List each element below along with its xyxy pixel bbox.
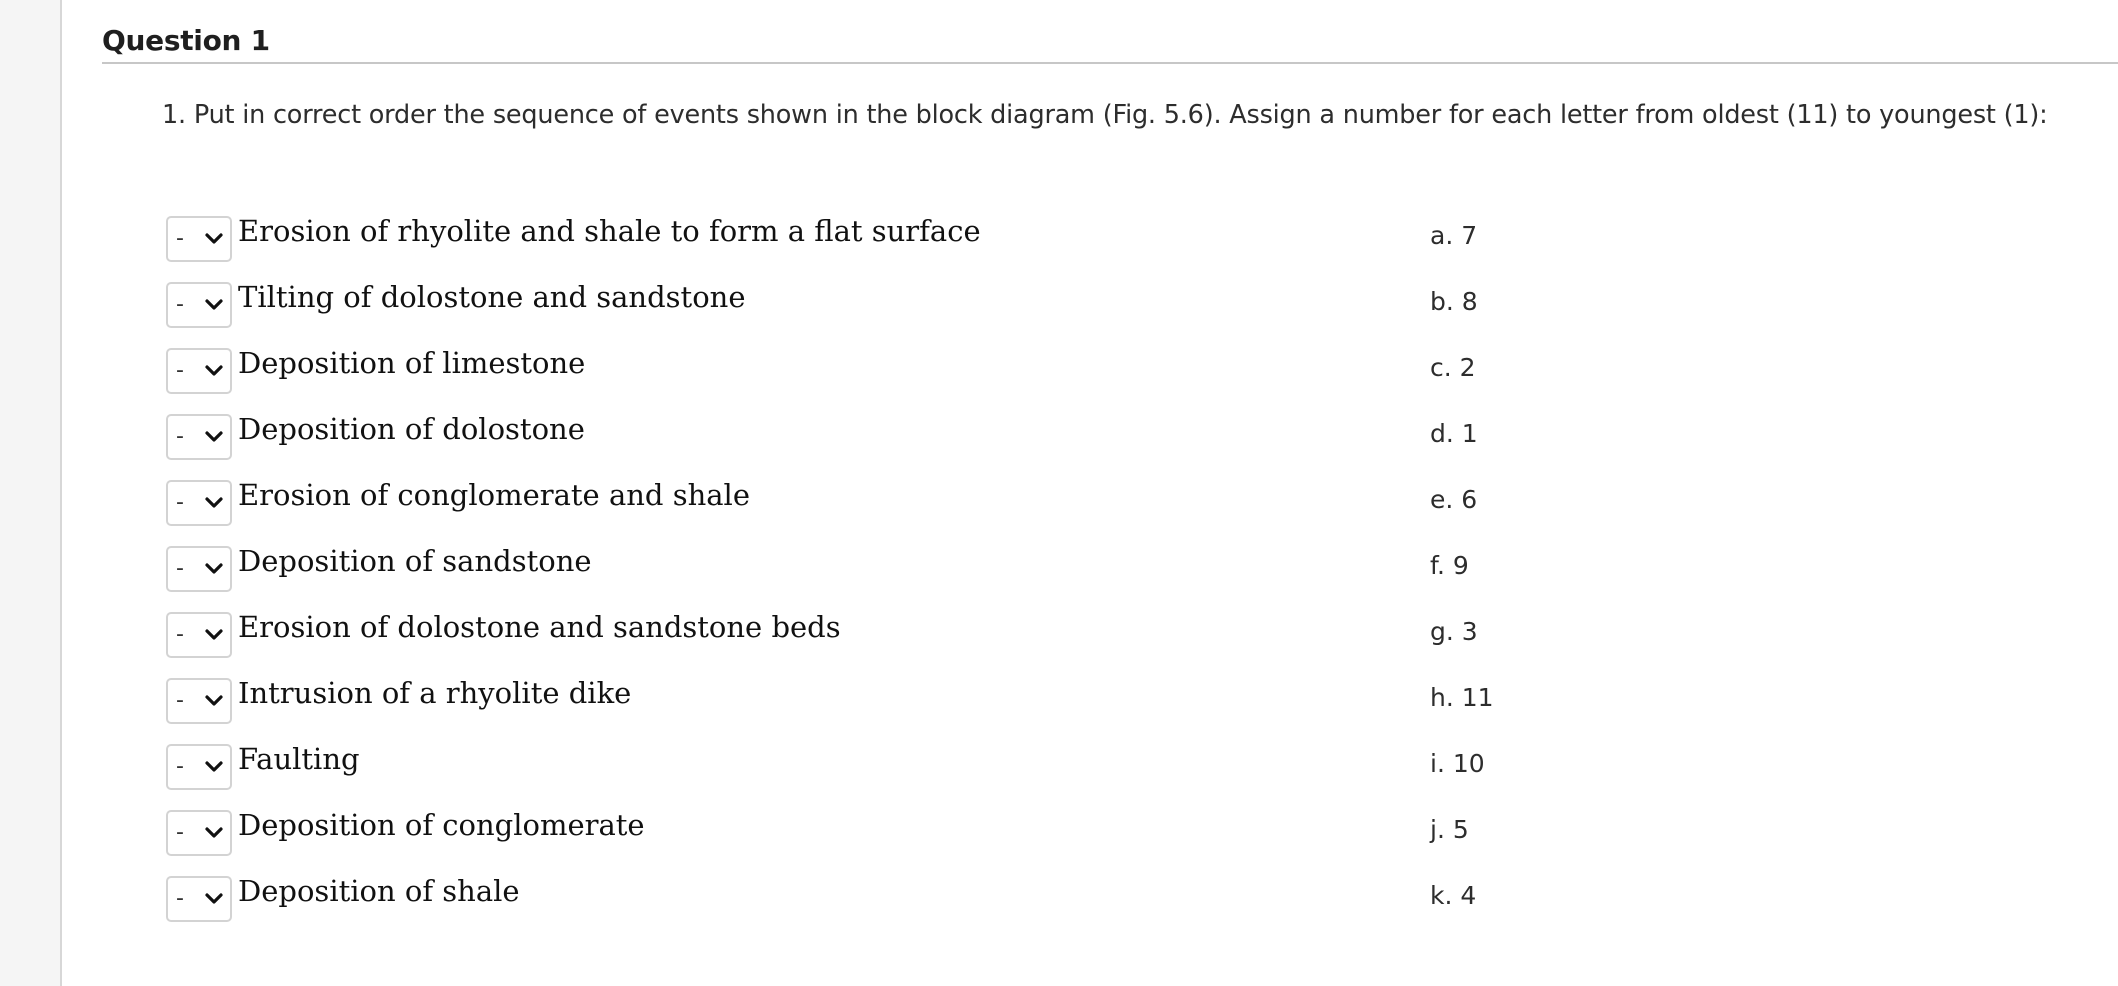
event-label: Deposition of sandstone <box>238 544 592 578</box>
answer-option: e. 6 <box>1430 485 1478 514</box>
chevron-down-icon <box>204 889 224 909</box>
matching-row <box>166 476 1566 526</box>
matching-row <box>166 278 1566 328</box>
event-label: Deposition of conglomerate <box>238 808 645 842</box>
order-select[interactable] <box>166 810 232 856</box>
event-label: Deposition of limestone <box>238 346 586 380</box>
order-select[interactable] <box>166 282 232 328</box>
select-value: - <box>176 358 184 383</box>
chevron-down-icon <box>204 427 224 447</box>
order-select[interactable] <box>166 414 232 460</box>
order-select[interactable] <box>166 876 232 922</box>
chevron-down-icon <box>204 757 224 777</box>
matching-row <box>166 344 1566 394</box>
event-label: Tilting of dolostone and sandstone <box>238 280 746 314</box>
matching-row <box>166 608 1566 658</box>
matching-row <box>166 410 1566 460</box>
order-select[interactable] <box>166 678 232 724</box>
select-value: - <box>176 754 184 779</box>
select-value: - <box>176 886 184 911</box>
select-value: - <box>176 820 184 845</box>
matching-row <box>166 806 1566 856</box>
answer-option: i. 10 <box>1430 749 1485 778</box>
answer-option: j. 5 <box>1430 815 1469 844</box>
answer-option: b. 8 <box>1430 287 1478 316</box>
matching-row <box>166 872 1566 922</box>
chevron-down-icon <box>204 559 224 579</box>
event-label: Erosion of conglomerate and shale <box>238 478 750 512</box>
answer-option: h. 11 <box>1430 683 1494 712</box>
matching-row <box>166 740 1566 790</box>
order-select[interactable] <box>166 612 232 658</box>
chevron-down-icon <box>204 361 224 381</box>
select-value: - <box>176 424 184 449</box>
answer-option: g. 3 <box>1430 617 1478 646</box>
select-value: - <box>176 556 184 581</box>
event-label: Deposition of dolostone <box>238 412 585 446</box>
question-header <box>102 22 2118 64</box>
chevron-down-icon <box>204 493 224 513</box>
chevron-down-icon <box>204 823 224 843</box>
order-select[interactable] <box>166 348 232 394</box>
chevron-down-icon <box>204 295 224 315</box>
select-value: - <box>176 622 184 647</box>
matching-row <box>166 674 1566 724</box>
answer-option: d. 1 <box>1430 419 1478 448</box>
matching-row <box>166 542 1566 592</box>
order-select[interactable] <box>166 480 232 526</box>
select-value: - <box>176 490 184 515</box>
select-value: - <box>176 226 184 251</box>
question-prompt: 1. Put in correct order the sequence of events shown in the block diagram (Fig. 5.6). Assign a number for each letter from oldest (11) to youngest (1): <box>162 100 2048 130</box>
answer-option: c. 2 <box>1430 353 1476 382</box>
question-title: Question 1 <box>102 24 270 57</box>
order-select[interactable] <box>166 216 232 262</box>
event-label: Faulting <box>238 742 360 776</box>
event-label: Intrusion of a rhyolite dike <box>238 676 632 710</box>
chevron-down-icon <box>204 229 224 249</box>
order-select[interactable] <box>166 546 232 592</box>
chevron-down-icon <box>204 691 224 711</box>
order-select[interactable] <box>166 744 232 790</box>
event-label: Deposition of shale <box>238 874 520 908</box>
answer-option: k. 4 <box>1430 881 1477 910</box>
left-gutter <box>0 0 62 986</box>
event-label: Erosion of dolostone and sandstone beds <box>238 610 841 644</box>
answer-option: f. 9 <box>1430 551 1469 580</box>
matching-row <box>166 212 1566 262</box>
select-value: - <box>176 292 184 317</box>
answer-option: a. 7 <box>1430 221 1478 250</box>
event-label: Erosion of rhyolite and shale to form a flat surface <box>238 214 981 248</box>
select-value: - <box>176 688 184 713</box>
chevron-down-icon <box>204 625 224 645</box>
